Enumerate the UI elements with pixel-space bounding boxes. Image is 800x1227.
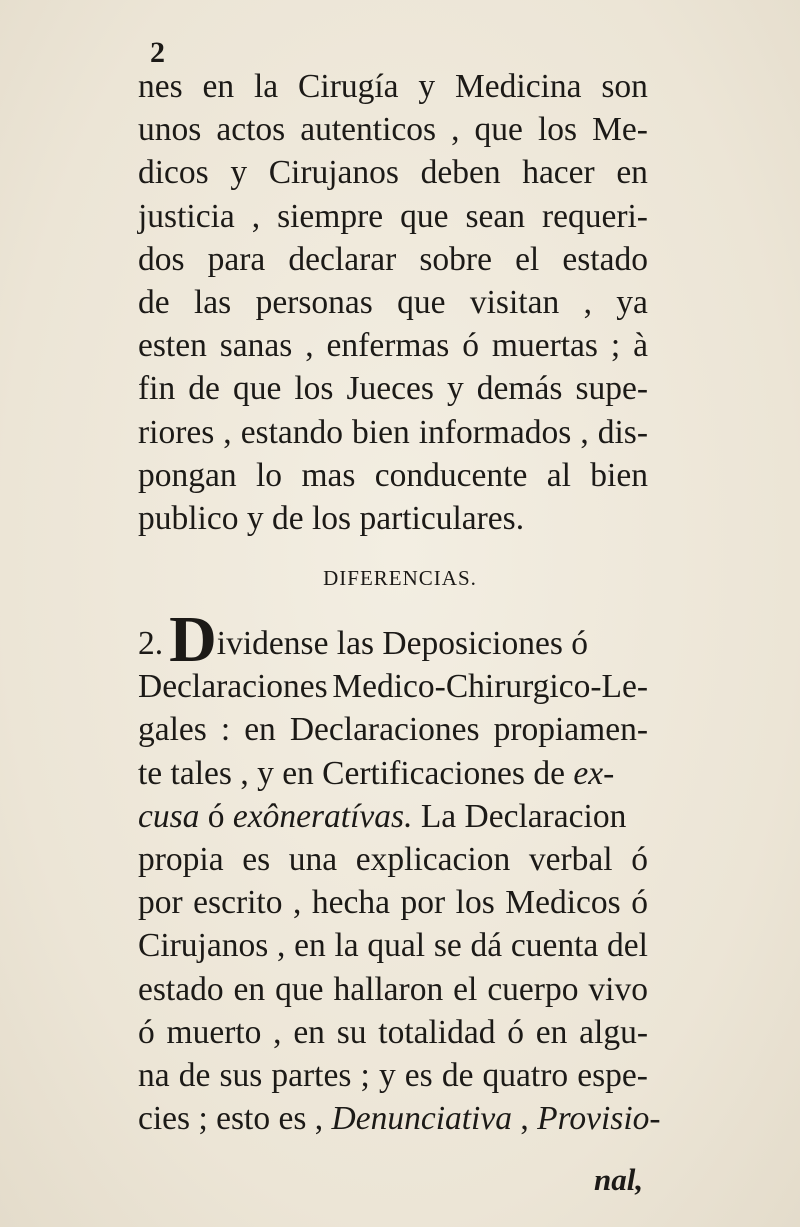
word: justicia — [138, 197, 235, 235]
word: y — [230, 154, 248, 192]
word: ó — [631, 840, 648, 878]
word: en — [202, 68, 235, 105]
word: personas — [255, 283, 373, 321]
italic-text: cusa — [138, 797, 200, 835]
text-line — [138, 924, 648, 967]
word: dis- — [597, 413, 648, 451]
word: en — [616, 154, 648, 192]
italic-text: ex- — [573, 754, 615, 792]
word: visitan — [469, 283, 560, 321]
word: bien — [352, 413, 410, 451]
word: quatro — [482, 1056, 569, 1094]
word: ; — [610, 327, 621, 365]
text-line — [138, 497, 648, 540]
word: autenticos — [300, 111, 437, 149]
word: ó — [138, 1013, 155, 1051]
word: en — [535, 1013, 568, 1051]
word: verbal — [528, 840, 613, 878]
word: sanas — [219, 327, 293, 365]
word: hecha — [311, 884, 390, 922]
word: que — [275, 970, 324, 1008]
word: na — [138, 1056, 170, 1094]
word: estado — [138, 970, 224, 1008]
word: pongan — [138, 456, 237, 494]
word: demás — [476, 370, 563, 408]
word: dá — [470, 927, 503, 965]
word: muertas — [491, 327, 598, 365]
word: de — [138, 283, 170, 321]
word: fin — [138, 370, 176, 408]
paragraph-number: 2. — [138, 625, 164, 662]
word: , — [305, 327, 314, 365]
word: riores — [138, 413, 215, 451]
word: en — [244, 711, 276, 749]
word: en — [233, 970, 266, 1008]
word: una — [288, 840, 338, 878]
word: Medico-Chirurgico-Le- — [332, 668, 648, 706]
word: cuerpo — [487, 970, 579, 1008]
word: bien — [590, 456, 648, 494]
word: ó — [631, 884, 648, 922]
word: la — [254, 68, 279, 105]
word: el — [515, 240, 540, 278]
word: sobre — [419, 240, 492, 278]
text-line — [138, 1011, 648, 1054]
text-line — [138, 238, 648, 281]
word: muerto — [166, 1013, 262, 1051]
word: Cirujanos — [268, 154, 399, 192]
word: Medicos — [505, 884, 621, 922]
word: es — [404, 1056, 433, 1094]
word: al — [546, 456, 571, 494]
text-line — [138, 454, 648, 497]
word: son — [601, 68, 648, 105]
line-text: te tales , y en Certificaciones de — [138, 754, 565, 792]
word: nes — [138, 68, 183, 105]
text-line — [138, 881, 648, 924]
word: , — [583, 283, 592, 321]
word: supe- — [575, 370, 648, 408]
word: lo — [256, 456, 283, 494]
word: los — [537, 111, 578, 149]
word: que — [400, 197, 449, 235]
text-line — [138, 1054, 648, 1097]
word: requeri- — [541, 197, 648, 235]
word: , — [223, 413, 232, 451]
text-line: cies ; esto es , Denunciativa , Provisio- — [138, 1097, 648, 1140]
word: sus — [219, 1056, 263, 1094]
word: el — [453, 970, 478, 1008]
word: y — [447, 370, 464, 408]
word: algu- — [579, 1013, 648, 1051]
word: declarar — [288, 240, 397, 278]
word: dos — [138, 240, 185, 278]
word: , — [273, 1013, 282, 1051]
text-line — [138, 795, 648, 838]
word: vivo — [588, 970, 648, 1008]
word: que — [232, 370, 282, 408]
word: : — [220, 711, 231, 749]
word: mas — [301, 456, 356, 494]
word: totalidad — [378, 1013, 496, 1051]
text-line — [138, 752, 648, 795]
word: esten — [138, 327, 207, 365]
line-text: ó — [207, 797, 225, 835]
word: , — [251, 197, 261, 235]
word: de — [441, 1056, 474, 1094]
word: la — [334, 927, 359, 965]
word: , — [277, 927, 286, 965]
text-line — [138, 324, 648, 367]
word: unos — [138, 111, 202, 149]
word: Jueces — [346, 370, 434, 408]
word: explicacion — [355, 840, 511, 878]
page-number: 2 — [150, 36, 165, 69]
italic-text: Denunciativa — [331, 1100, 512, 1138]
word: hallaron — [333, 970, 444, 1008]
text-line — [138, 708, 648, 751]
word: propiamen- — [493, 711, 648, 749]
word: para — [207, 240, 266, 278]
text-line — [138, 968, 648, 1011]
paragraph-1 — [138, 65, 648, 540]
word: y — [418, 68, 436, 105]
line-text: La Declaracion — [420, 797, 627, 835]
word: Cirugía — [298, 68, 399, 105]
word: de — [188, 370, 220, 408]
paragraph-2 — [138, 603, 661, 1140]
word: en — [294, 927, 326, 965]
word: ; — [360, 1056, 370, 1094]
word: qual — [367, 927, 426, 965]
text-line — [138, 411, 648, 454]
drop-cap: D — [169, 603, 217, 676]
word: Declaraciones — [289, 711, 480, 749]
catchword: nal, — [594, 1162, 644, 1197]
word: à — [633, 327, 648, 365]
word: partes — [271, 1056, 352, 1094]
word: Declaraciones — [138, 668, 328, 706]
word: siempre — [277, 197, 384, 235]
text-line — [138, 65, 648, 108]
word: gales — [138, 711, 207, 749]
text-line — [138, 195, 648, 238]
text-line — [138, 151, 648, 194]
word: estando — [240, 413, 344, 451]
word: su — [336, 1013, 367, 1051]
section-heading: DIFERENCIAS. — [323, 566, 477, 590]
word: hacer — [522, 154, 595, 192]
word: se — [433, 927, 462, 965]
word: propia — [138, 840, 224, 878]
word: espe- — [577, 1056, 648, 1094]
word: enfermas — [326, 327, 450, 365]
word: cuenta — [510, 927, 599, 965]
word: es — [242, 840, 271, 878]
word: ó — [462, 327, 479, 365]
word: los — [294, 370, 334, 408]
text-line — [138, 838, 648, 881]
word: del — [606, 927, 648, 965]
text-line — [138, 281, 648, 324]
word: , — [292, 884, 302, 922]
word: Medicina — [455, 68, 582, 105]
text-line — [138, 367, 648, 410]
italic-text: Provisio- — [537, 1100, 661, 1138]
word: que — [474, 111, 523, 149]
word: dicos — [138, 154, 209, 192]
text-line — [138, 108, 648, 151]
word: actos — [216, 111, 286, 149]
word: informados — [418, 413, 572, 451]
word: Me- — [592, 111, 648, 149]
word: , — [580, 413, 589, 451]
text-line — [138, 603, 648, 676]
word: por — [400, 884, 446, 922]
word: que — [397, 283, 446, 321]
word: de — [178, 1056, 211, 1094]
word: y — [378, 1056, 396, 1094]
word: estado — [562, 240, 648, 278]
line-text: cies ; esto es , — [138, 1100, 324, 1138]
word: , — [451, 111, 460, 149]
word: por — [138, 884, 183, 922]
italic-text: exôneratívas. — [232, 797, 413, 835]
word: ó — [507, 1013, 524, 1051]
line-text: ividense las Deposiciones ó — [216, 625, 589, 662]
word: ya — [616, 283, 648, 321]
word: sean — [465, 197, 525, 235]
word: escrito — [193, 884, 283, 922]
line-text: publico y de los particulares. — [138, 499, 525, 537]
word: Cirujanos — [138, 927, 269, 965]
word: en — [293, 1013, 325, 1051]
word: los — [455, 884, 495, 922]
word: las — [193, 283, 232, 321]
word: deben — [420, 154, 501, 192]
word: conducente — [374, 456, 528, 494]
